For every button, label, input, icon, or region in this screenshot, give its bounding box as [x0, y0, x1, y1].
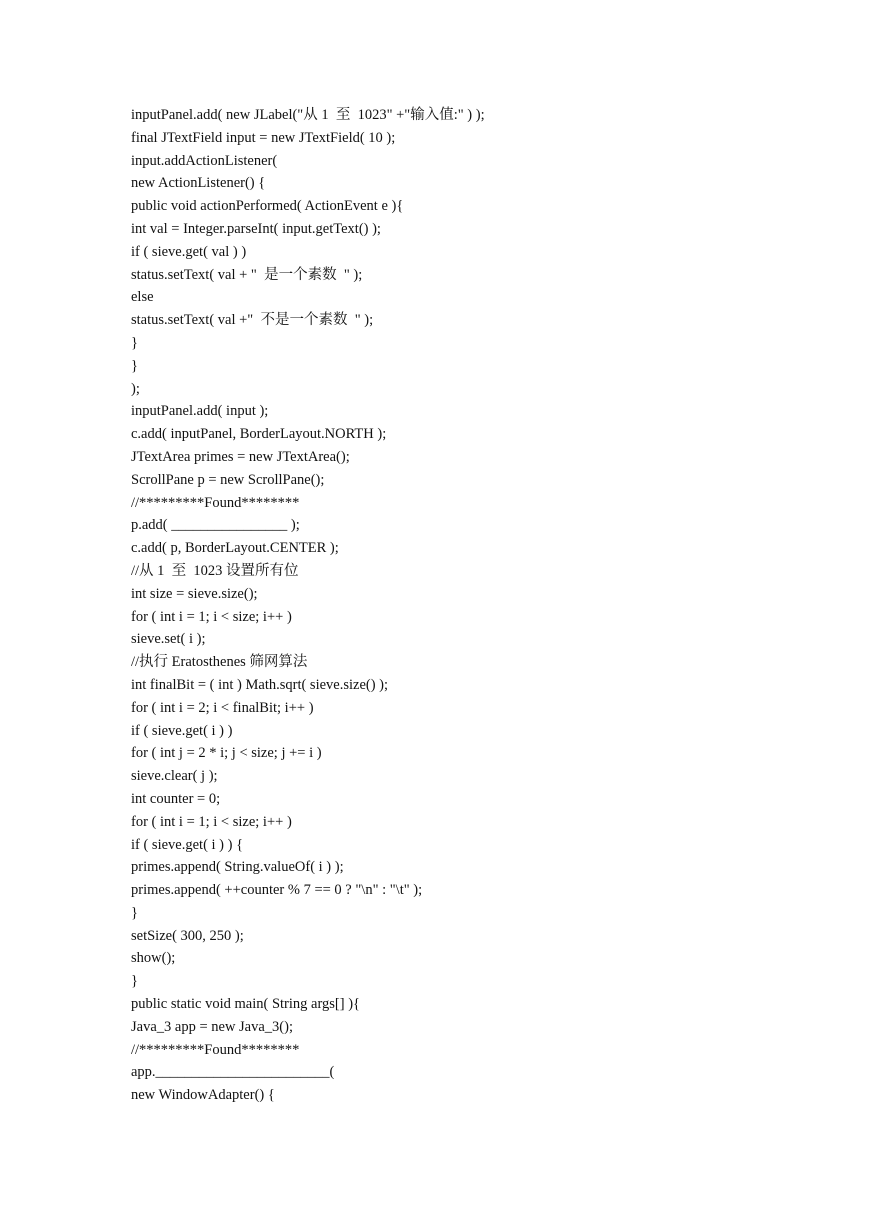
code-line: final JTextField input = new JTextField( 10 ); [131, 129, 396, 146]
code-line: if ( sieve.get( val ) ) [131, 243, 247, 260]
code-line: else [131, 289, 154, 306]
code-line: //*********Found******** [131, 494, 300, 511]
code-line: //*********Found******** [131, 1041, 300, 1058]
code-line: if ( sieve.get( i ) ) { [131, 836, 244, 853]
code-line: show(); [131, 950, 176, 967]
code-line: public static void main( String args[] ){ [131, 996, 360, 1013]
code-line: public void actionPerformed( ActionEvent e ){ [131, 198, 404, 215]
code-line: new ActionListener() { [131, 175, 266, 192]
code-line: //从 1 至 1023 设置所有位 [131, 562, 299, 579]
code-line: //执行 Eratosthenes 筛网算法 [131, 654, 308, 671]
code-line: status.setText( val +" 不是一个素数 " ); [131, 312, 374, 329]
code-line: primes.append( String.valueOf( i ) ); [131, 859, 344, 876]
code-line: primes.append( ++counter % 7 == 0 ? "\n" : "\t" ); [131, 882, 423, 899]
code-line: for ( int i = 2; i < finalBit; i++ ) [131, 699, 314, 716]
code-line: } [131, 334, 138, 351]
code-line: for ( int j = 2 * i; j < size; j += i ) [131, 745, 322, 762]
code-line: int counter = 0; [131, 790, 221, 807]
code-line: new WindowAdapter() { [131, 1087, 275, 1104]
code-line: int finalBit = ( int ) Math.sqrt( sieve.size() ); [131, 676, 389, 693]
code-line: inputPanel.add( input ); [131, 403, 269, 420]
code-line: c.add( inputPanel, BorderLayout.NORTH ); [131, 426, 387, 443]
code-line: c.add( p, BorderLayout.CENTER ); [131, 540, 339, 557]
code-listing [131, 104, 485, 1107]
code-line: app.________________________( [131, 1064, 335, 1081]
code-line: } [131, 973, 138, 990]
code-line: int val = Integer.parseInt( input.getText() ); [131, 220, 381, 237]
code-line: input.addActionListener( [131, 152, 278, 169]
code-line: } [131, 904, 138, 921]
code-line: ScrollPane p = new ScrollPane(); [131, 471, 325, 488]
code-line: status.setText( val + " 是一个素数 " ); [131, 266, 363, 283]
code-line: for ( int i = 1; i < size; i++ ) [131, 608, 292, 625]
code-line: setSize( 300, 250 ); [131, 927, 244, 944]
code-line: int size = sieve.size(); [131, 585, 258, 602]
code-line: Java_3 app = new Java_3(); [131, 1018, 293, 1035]
code-line: if ( sieve.get( i ) ) [131, 722, 233, 739]
code-line: } [131, 357, 138, 374]
code-line: sieve.set( i ); [131, 631, 206, 648]
code-line: inputPanel.add( new JLabel("从 1 至 1023" +"输入值:" ) ); [131, 107, 485, 123]
code-line: sieve.clear( j ); [131, 768, 218, 785]
code-line: ); [131, 380, 140, 397]
code-line: p.add( ________________ ); [131, 517, 300, 534]
code-line: for ( int i = 1; i < size; i++ ) [131, 813, 292, 830]
code-line: JTextArea primes = new JTextArea(); [131, 448, 350, 465]
